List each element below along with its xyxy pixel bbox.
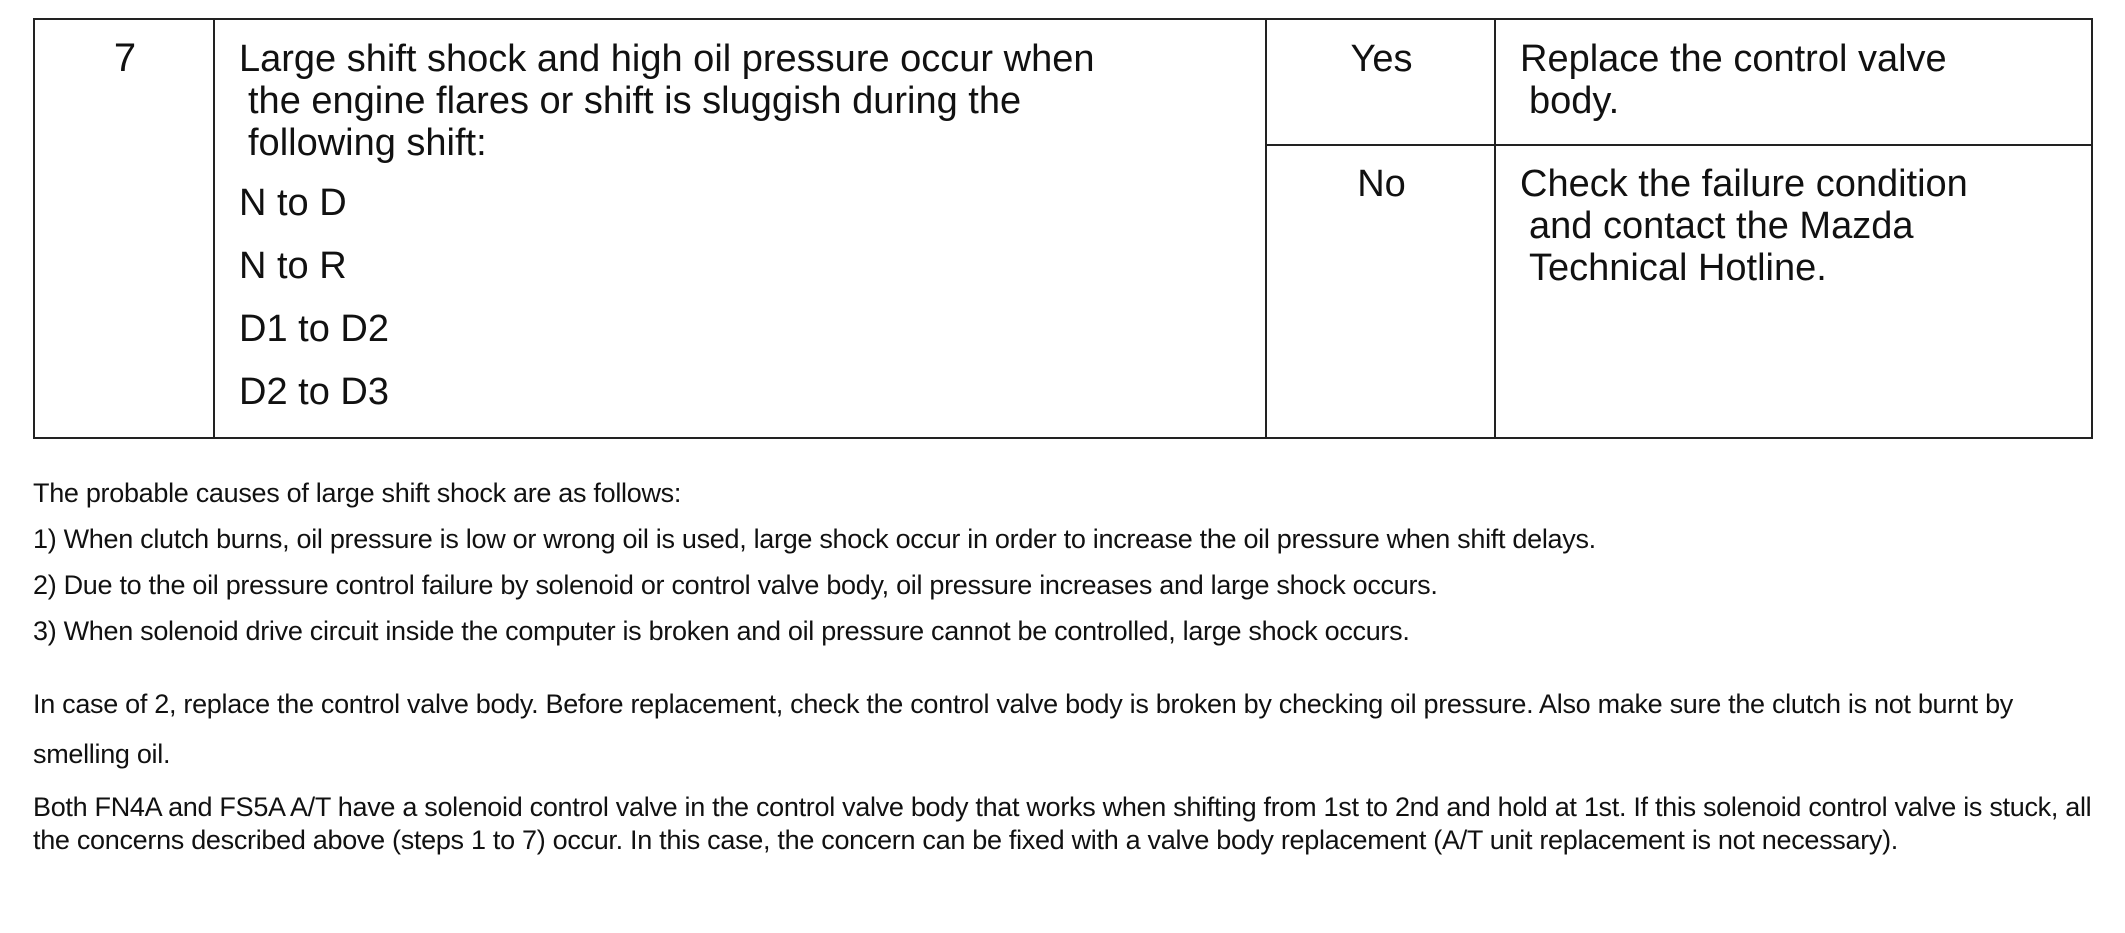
cause-item: 3) When solenoid drive circuit inside the computer is broken and oil pressure cannot be controlled, large shock occurs. [33, 616, 1410, 646]
result-no-label: No [1357, 163, 1406, 205]
action-no [1520, 163, 2090, 289]
action-line: Technical Hotline. [1529, 247, 1827, 289]
action-line: body. [1529, 80, 1620, 122]
shift-item: D1 to D2 [239, 308, 389, 350]
result-column [1267, 20, 1496, 437]
inspection-line: Large shift shock and high oil pressure occur when [239, 38, 1095, 80]
yes-no-divider [1267, 144, 2091, 146]
shift-list [239, 182, 389, 434]
solenoid-paragraph: Both FN4A and FS5A A/T have a solenoid control valve in the control valve body that works when shifting from 1st to 2nd and hold at 1st. If this solenoid control valve is stuck, all the concerns described above (steps 1 to 7) occur. In this case, the concern can be fixed with a valve body replacement (A/T unit replacement is not necessary). [33, 792, 2092, 855]
cause-item: 2) Due to the oil pressure control failure by solenoid or control valve body, oil pressure increases and large shock occurs. [33, 570, 1438, 600]
action-line: and contact the Mazda [1529, 205, 1914, 247]
result-yes-label: Yes [1350, 38, 1413, 80]
action-yes [1520, 38, 2090, 122]
inspection-column [215, 20, 1267, 437]
action-line: Replace the control valve [1520, 38, 1947, 80]
step-column [35, 20, 215, 437]
step-number: 7 [113, 36, 137, 80]
inspection-line: following shift: [248, 122, 487, 164]
case-2-paragraph: In case of 2, replace the control valve body. Before replacement, check the control valve body is broken by checking oil pressure. Also make sure the clutch is not burnt by smelling oil. [33, 689, 2013, 769]
shift-item: N to R [239, 245, 347, 287]
shift-item: N to D [239, 182, 347, 224]
action-column [1496, 20, 2091, 437]
notes-intro: The probable causes of large shift shock are as follows: [33, 478, 682, 508]
shift-item: D2 to D3 [239, 371, 389, 413]
inspection-line: the engine flares or shift is sluggish during the [248, 80, 1022, 122]
action-line: Check the failure condition [1520, 163, 1968, 205]
diagnostic-table [33, 18, 2093, 439]
cause-item: 1) When clutch burns, oil pressure is low or wrong oil is used, large shock occur in order to increase the oil pressure when shift delays. [33, 524, 1596, 554]
inspection-description [239, 38, 1239, 164]
